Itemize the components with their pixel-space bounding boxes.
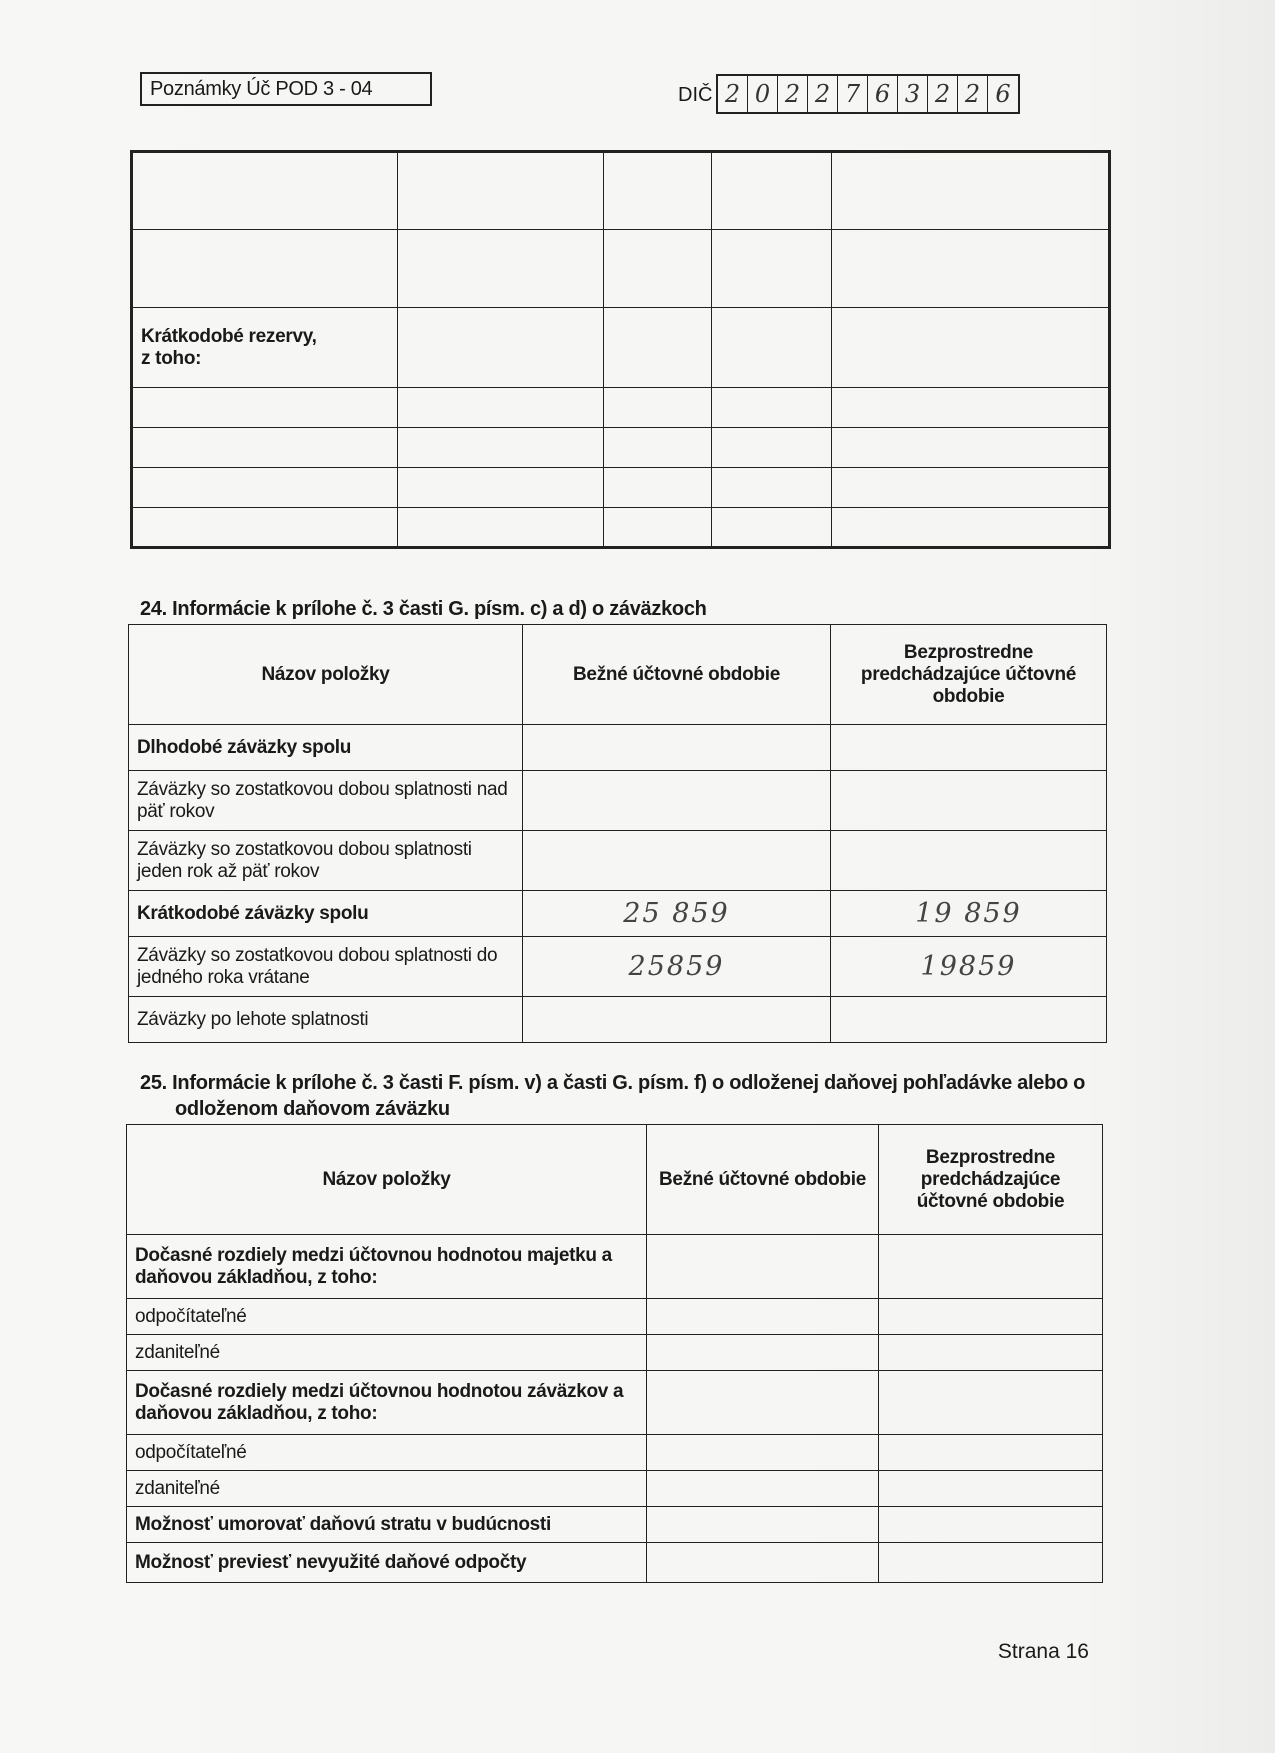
table-row bbox=[127, 1335, 1103, 1371]
table-row bbox=[129, 725, 1107, 771]
row-label: zdaniteľné bbox=[127, 1335, 647, 1371]
row-label: Možnosť umorovať daňovú stratu v budúcnosti bbox=[127, 1507, 647, 1543]
col-name-header: Názov položky bbox=[129, 625, 523, 725]
row-label: Dlhodobé záväzky spolu bbox=[129, 725, 523, 771]
current-value: 25 859 bbox=[523, 891, 831, 937]
previous-value bbox=[831, 725, 1107, 771]
liabilities-table bbox=[128, 624, 1107, 1043]
dic-digit: 2 bbox=[778, 76, 808, 112]
dic-digit: 2 bbox=[808, 76, 838, 112]
section-25-title-line2: odloženom daňovom záväzku bbox=[175, 1098, 450, 1120]
dic-digit: 2 bbox=[928, 76, 958, 112]
table-row bbox=[127, 1235, 1103, 1299]
table-row bbox=[132, 152, 1110, 230]
current-value: 25859 bbox=[523, 937, 831, 997]
row-label: Záväzky so zostatkovou dobou splatnosti nad päť rokov bbox=[129, 771, 523, 831]
page-number: Strana 16 bbox=[997, 1640, 1089, 1663]
section-24-title: 24. Informácie k prílohe č. 3 časti G. písm. c) a d) o záväzkoch bbox=[140, 598, 707, 620]
table-row bbox=[127, 1507, 1103, 1543]
row-label: Dočasné rozdiely medzi účtovnou hodnotou záväzkov a daňovou základňou, z toho: bbox=[127, 1371, 647, 1435]
table-row bbox=[132, 508, 1110, 548]
current-value bbox=[523, 831, 831, 891]
table-row bbox=[129, 831, 1107, 891]
table-row bbox=[127, 1299, 1103, 1335]
col-current-header: Bežné účtovné obdobie bbox=[523, 625, 831, 725]
col-name-header: Názov položky bbox=[127, 1125, 647, 1235]
row-label: Záväzky so zostatkovou dobou splatnosti jeden rok až päť rokov bbox=[129, 831, 523, 891]
row-label: zdaniteľné bbox=[127, 1471, 647, 1507]
dic-digit: 3 bbox=[898, 76, 928, 112]
row-label: Dočasné rozdiely medzi účtovnou hodnotou majetku a daňovou základňou, z toho: bbox=[127, 1235, 647, 1299]
table-row bbox=[132, 308, 1110, 388]
table-row bbox=[132, 428, 1110, 468]
row-label: Záväzky po lehote splatnosti bbox=[129, 997, 523, 1043]
dic-digit: 2 bbox=[958, 76, 988, 112]
table-row bbox=[127, 1471, 1103, 1507]
short-term-reserves-label: Krátkodobé rezervy, z toho: bbox=[132, 308, 398, 388]
row-label: Krátkodobé záväzky spolu bbox=[129, 891, 523, 937]
table-row bbox=[132, 468, 1110, 508]
col-current-header: Bežné účtovné obdobie bbox=[647, 1125, 879, 1235]
dic-digit: 6 bbox=[995, 80, 1011, 108]
current-value bbox=[523, 725, 831, 771]
dic-label: DIČ bbox=[678, 84, 713, 106]
table-header-row bbox=[127, 1125, 1103, 1235]
current-value bbox=[523, 997, 831, 1043]
table-row bbox=[132, 388, 1110, 428]
current-value bbox=[523, 771, 831, 831]
table-row bbox=[129, 891, 1107, 937]
table-row bbox=[132, 230, 1110, 308]
row-label: odpočítateľné bbox=[127, 1435, 647, 1471]
previous-value bbox=[831, 831, 1107, 891]
dic-digit: 7 bbox=[838, 76, 868, 112]
table-header-row bbox=[129, 625, 1107, 725]
table-row bbox=[129, 771, 1107, 831]
col-previous-header: Bezprostredne predchádzajúce účtovné obdobie bbox=[831, 625, 1107, 725]
previous-value: 19859 bbox=[831, 937, 1107, 997]
table-row bbox=[127, 1371, 1103, 1435]
table-row bbox=[127, 1543, 1103, 1583]
row-label: odpočítateľné bbox=[127, 1299, 647, 1335]
previous-value bbox=[831, 997, 1107, 1043]
dic-boxes bbox=[716, 74, 1020, 114]
dic-digit: 0 bbox=[748, 76, 778, 112]
section-25-title: 25. Informácie k prílohe č. 3 časti F. písm. v) a časti G. písm. f) o odloženej daňovej pohľadávke alebo o bbox=[140, 1072, 1086, 1094]
deferred-tax-table bbox=[126, 1124, 1103, 1583]
previous-value bbox=[831, 771, 1107, 831]
table-row bbox=[129, 997, 1107, 1043]
row-label: Možnosť previesť nevyužité daňové odpočty bbox=[127, 1543, 647, 1583]
col-previous-header: Bezprostredne predchádzajúce účtovné obdobie bbox=[879, 1125, 1103, 1235]
dic-digit: 2 bbox=[718, 76, 748, 112]
dic-digit: 6 bbox=[868, 76, 898, 112]
table-row bbox=[127, 1435, 1103, 1471]
top-table bbox=[130, 150, 1111, 549]
table-row bbox=[129, 937, 1107, 997]
row-label: Záväzky so zostatkovou dobou splatnosti do jedného roka vrátane bbox=[129, 937, 523, 997]
previous-value: 19 859 bbox=[831, 891, 1107, 937]
form-label: Poznámky Úč POD 3 - 04 bbox=[140, 72, 432, 106]
